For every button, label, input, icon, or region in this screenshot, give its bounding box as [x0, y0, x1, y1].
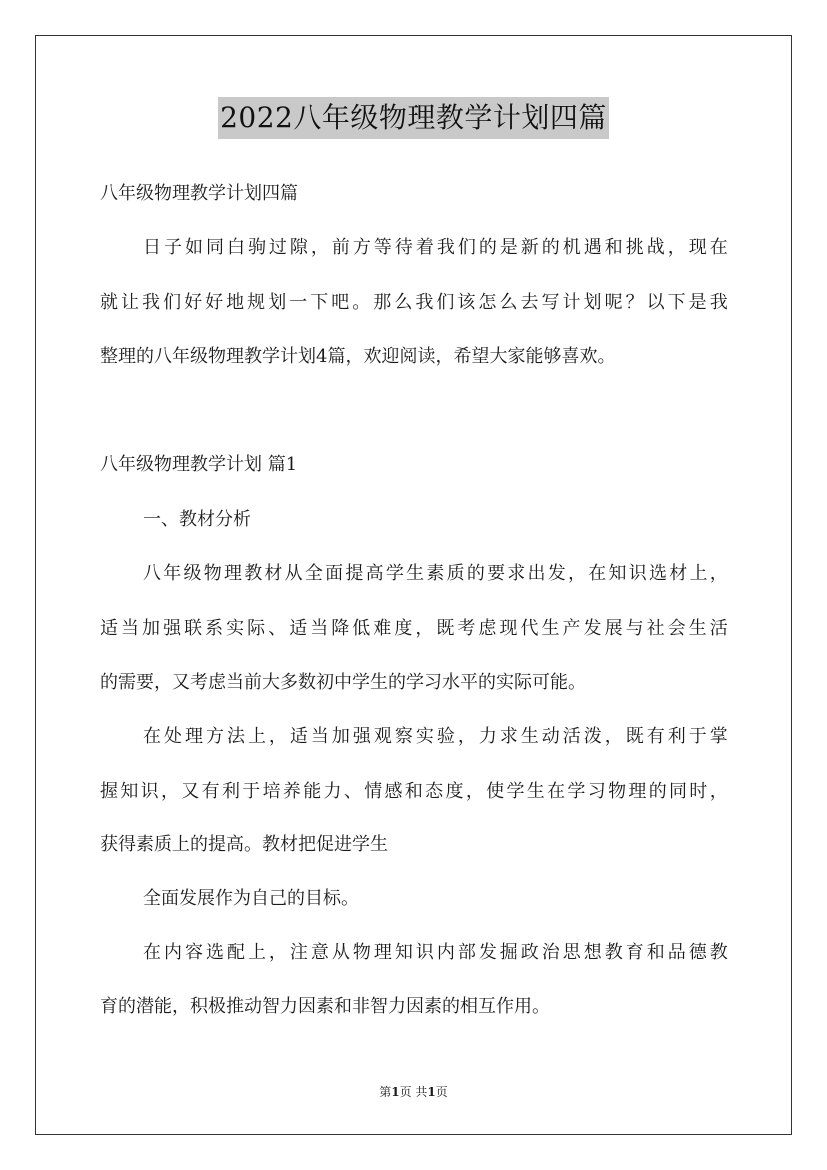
para4-line-2: 育的潜能，积极推动智力因素和非智力因素的相互作用。 — [100, 996, 550, 1017]
para2-line-2: 握知识，又有利于培养能力、情感和态度，使学生在学习物理的同时， — [100, 781, 728, 802]
para2-line-3: 获得素质上的提高。教材把促进学生 — [100, 834, 388, 855]
para1-line-2: 适当加强联系实际、适当降低难度，既考虑现代生产发展与社会生活 — [100, 618, 728, 639]
footer-page-total: 1 — [427, 1085, 436, 1099]
footer-page-current: 1 — [391, 1085, 400, 1099]
para1-line-3: 的需要，又考虑当前大多数初中学生的学习水平的实际可能。 — [100, 672, 586, 693]
document-subtitle: 八年级物理教学计划四篇 — [100, 183, 298, 204]
footer-page-prefix: 第 — [379, 1085, 392, 1099]
page-footer — [0, 1083, 827, 1101]
footer-page-suffix: 页 — [435, 1085, 448, 1099]
intro-line-3: 整理的八年级物理教学计划4篇，欢迎阅读，希望大家能够喜欢。 — [100, 346, 616, 367]
title-container — [0, 97, 827, 139]
para1-line-1: 八年级物理教材从全面提高学生素质的要求出发，在知识选材上， — [143, 563, 728, 584]
subsection-heading: 一、教材分析 — [143, 509, 251, 530]
intro-line-1: 日子如同白驹过隙，前方等待着我们的是新的机遇和挑战，现在 — [143, 237, 728, 258]
footer-page-mid: 页 共 — [399, 1085, 428, 1099]
intro-line-2: 就让我们好好地规划一下吧。那么我们该怎么去写计划呢？以下是我 — [100, 292, 728, 313]
para3-line: 全面发展作为自己的目标。 — [143, 888, 359, 909]
para2-line-1: 在处理方法上，适当加强观察实验，力求生动活泼，既有利于掌 — [143, 726, 728, 747]
section-heading: 八年级物理教学计划 篇1 — [100, 454, 298, 475]
para4-line-1: 在内容选配上，注意从物理知识内部发掘政治思想教育和品德教 — [143, 942, 728, 963]
document-title: 2022八年级物理教学计划四篇 — [218, 97, 609, 139]
